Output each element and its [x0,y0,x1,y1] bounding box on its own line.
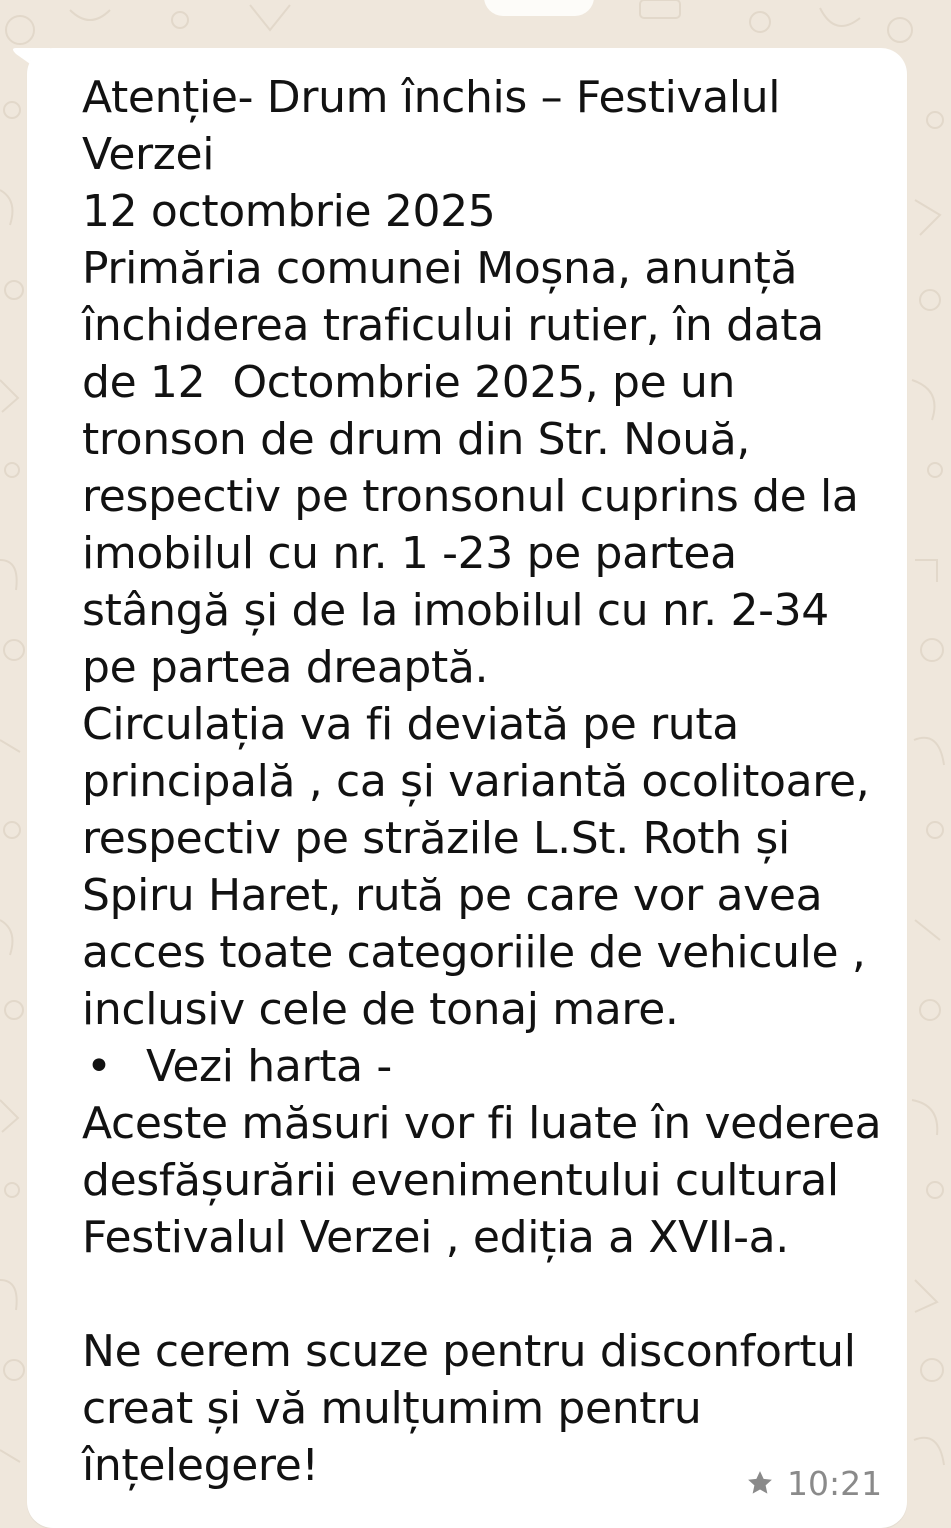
message-line: înțelegere! [82,1440,319,1491]
message-line: de 12 Octombrie 2025, pe un [82,357,736,408]
message-line: închiderea traficului rutier, în data [82,300,824,351]
blank-line [82,1266,902,1323]
message-line: stângă și de la imobilul cu nr. 2-34 [82,585,829,636]
message-line: Atenție- Drum închis – Festivalul [82,72,781,123]
message-line: Aceste măsuri vor fi luate în vederea [82,1098,882,1149]
message-line: Spiru Haret, rută pe care vor avea [82,870,823,921]
message-line: creat și vă mulțumim pentru [82,1383,702,1434]
message-line: respectiv pe tronsonul cuprins de la [82,471,859,522]
message-line: Ne cerem scuze pentru disconfortul [82,1326,856,1377]
bullet-item [82,1038,902,1095]
top-pill-indicator [484,0,594,16]
message-text [82,69,902,1494]
message-line: tronson de drum din Str. Nouă, [82,414,751,465]
message-line: desfășurării evenimentului cultural [82,1155,839,1206]
message-line: imobilul cu nr. 1 -23 pe partea [82,528,737,579]
star-icon [745,1468,775,1498]
message-line: acces toate categoriile de vehicule , [82,927,866,978]
message-line: Verzei [82,129,215,180]
message-line: Primăria comunei Moșna, anunță [82,243,798,294]
message-line: inclusiv cele de tonaj mare. [82,984,679,1035]
message-line: pe partea dreaptă. [82,642,489,693]
message-line: Circulația va fi deviată pe ruta [82,699,739,750]
message-meta [745,1463,882,1503]
message-line: respectiv pe străzile L.St. Roth și [82,813,790,864]
message-line: 12 octombrie 2025 [82,186,496,237]
bullet-text: Vezi harta - [146,1041,392,1092]
bullet-marker: • [86,1041,112,1092]
message-time: 10:21 [787,1463,883,1503]
message-line: principală , ca și variantă ocolitoare, [82,756,870,807]
message-line: Festivalul Verzei , ediția a XVII-a. [82,1212,789,1263]
